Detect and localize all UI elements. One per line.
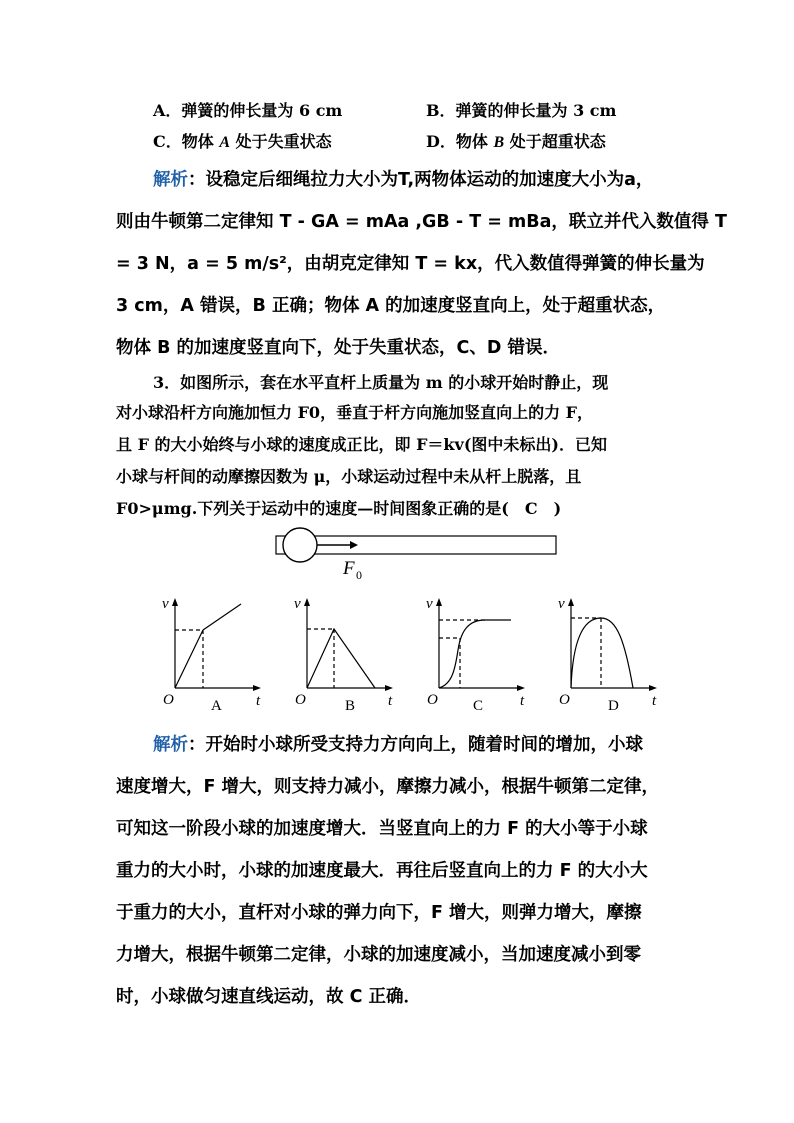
- question3-line-3: 且 F 的大小始终与小球的速度成正比，即 F＝kv(图中未标出)．已知: [116, 435, 607, 454]
- graph-c-axis-v: v: [426, 596, 433, 612]
- option-c-var: A: [219, 134, 230, 151]
- question3-line-5: F0>μmg.下列关于运动中的速度—时间图象正确的是( C ): [116, 499, 562, 518]
- analysis-prev-line-1: [153, 166, 653, 191]
- graph-d-axis-v: v: [558, 596, 565, 612]
- option-d-var: B: [493, 134, 505, 151]
- option-d-pre: D．物体: [426, 132, 488, 151]
- graph-b-axis-t: t: [388, 693, 393, 709]
- question3-line-2: 对小球沿杆方向施加恒力 F0，垂直于杆方向施加竖直向上的力 F，: [116, 403, 593, 422]
- graph-c-label: C: [473, 698, 484, 714]
- graph-a-axis-v: v: [162, 596, 169, 612]
- analysis3-line-1: [153, 731, 643, 756]
- analysis-prev-line-4: 3 cm，A 错误，B 正确；物体 A 的加速度竖直向上，处于超重状态，: [116, 296, 666, 316]
- analysis-prev-text-1: ：设稳定后细绳拉力大小为T,两物体运动的加速度大小为a，: [188, 170, 654, 190]
- graph-c: [436, 598, 525, 691]
- analysis-prev-line-2: 则由牛顿第二定律知 T - GA = mAa ,GB - T = mBa，联立并代入数值得 T: [116, 212, 727, 232]
- graph-a-label: A: [211, 698, 222, 714]
- analysis3-line-4: 重力的大小时，小球的加速度最大．再往后竖直向上的力 F 的大小大: [116, 861, 648, 881]
- force-label: F: [343, 558, 355, 579]
- analysis3-line-3: 可知这一阶段小球的加速度增大．当竖直向上的力 F 的大小等于小球: [116, 819, 648, 839]
- graph-c-origin: O: [427, 692, 438, 708]
- graph-d-axis-t: t: [652, 693, 657, 709]
- option-c: [153, 129, 332, 152]
- option-d: [426, 129, 606, 152]
- graph-c-axis-t: t: [520, 693, 525, 709]
- analysis3-line-7: 时，小球做匀速直线运动，故 C 正确．: [116, 987, 422, 1007]
- rod-ball-figure: [270, 524, 570, 584]
- graph-b-label: B: [345, 698, 356, 714]
- analysis3-line-6: 力增大，根据牛顿第二定律，小球的加速度减小，当加速度减小到零: [116, 945, 641, 965]
- vt-graphs: [155, 592, 675, 716]
- graph-a-origin: O: [163, 692, 174, 708]
- graph-b-origin: O: [295, 692, 306, 708]
- question3-line-4: 小球与杆间的动摩擦因数为 μ，小球运动过程中未从杆上脱落，且: [116, 467, 582, 486]
- graph-b-curve: [307, 629, 375, 688]
- graph-b-axis-v: v: [294, 596, 301, 612]
- analysis-label: 解析: [153, 170, 188, 190]
- force-label-sub: 0: [356, 568, 362, 582]
- analysis3-label: 解析: [153, 735, 188, 755]
- graph-d-origin: O: [559, 692, 570, 708]
- option-c-pre: C．物体: [153, 132, 214, 151]
- graph-a: [172, 598, 261, 691]
- option-a: A．弹簧的伸长量为 6 cm: [153, 101, 343, 120]
- option-b: B．弹簧的伸长量为 3 cm: [426, 101, 617, 120]
- graph-a-curve-2: [203, 604, 241, 630]
- graph-d-curve: [571, 618, 633, 688]
- question3-line-1: 3．如图所示，套在水平直杆上质量为 m 的小球开始时静止，现: [153, 373, 609, 392]
- option-d-post: 处于超重状态: [509, 132, 606, 151]
- graph-b: [304, 598, 393, 691]
- analysis-prev-line-5: 物体 B 的加速度竖直向下，处于失重状态，C、D 错误．: [116, 338, 560, 358]
- analysis3-text-1: ：开始时小球所受支持力方向向上，随着时间的增加，小球: [188, 735, 643, 755]
- graph-d: [568, 598, 657, 691]
- graph-c-curve: [439, 620, 511, 688]
- graph-a-curve-1: [175, 630, 203, 688]
- option-c-post: 处于失重状态: [235, 132, 332, 151]
- analysis3-line-2: 速度增大，F 增大，则支持力减小，摩擦力减小，根据牛顿第二定律，: [116, 777, 660, 797]
- graph-d-label: D: [608, 698, 619, 714]
- analysis-prev-line-3: = 3 N，a = 5 m/s²，由胡克定律知 T = kx，代入数值得弹簧的伸长量为: [116, 254, 705, 274]
- analysis3-line-5: 于重力的大小，直杆对小球的弹力向下，F 增大，则弹力增大，摩擦: [116, 903, 642, 923]
- graph-a-axis-t: t: [256, 693, 261, 709]
- ball: [283, 528, 317, 562]
